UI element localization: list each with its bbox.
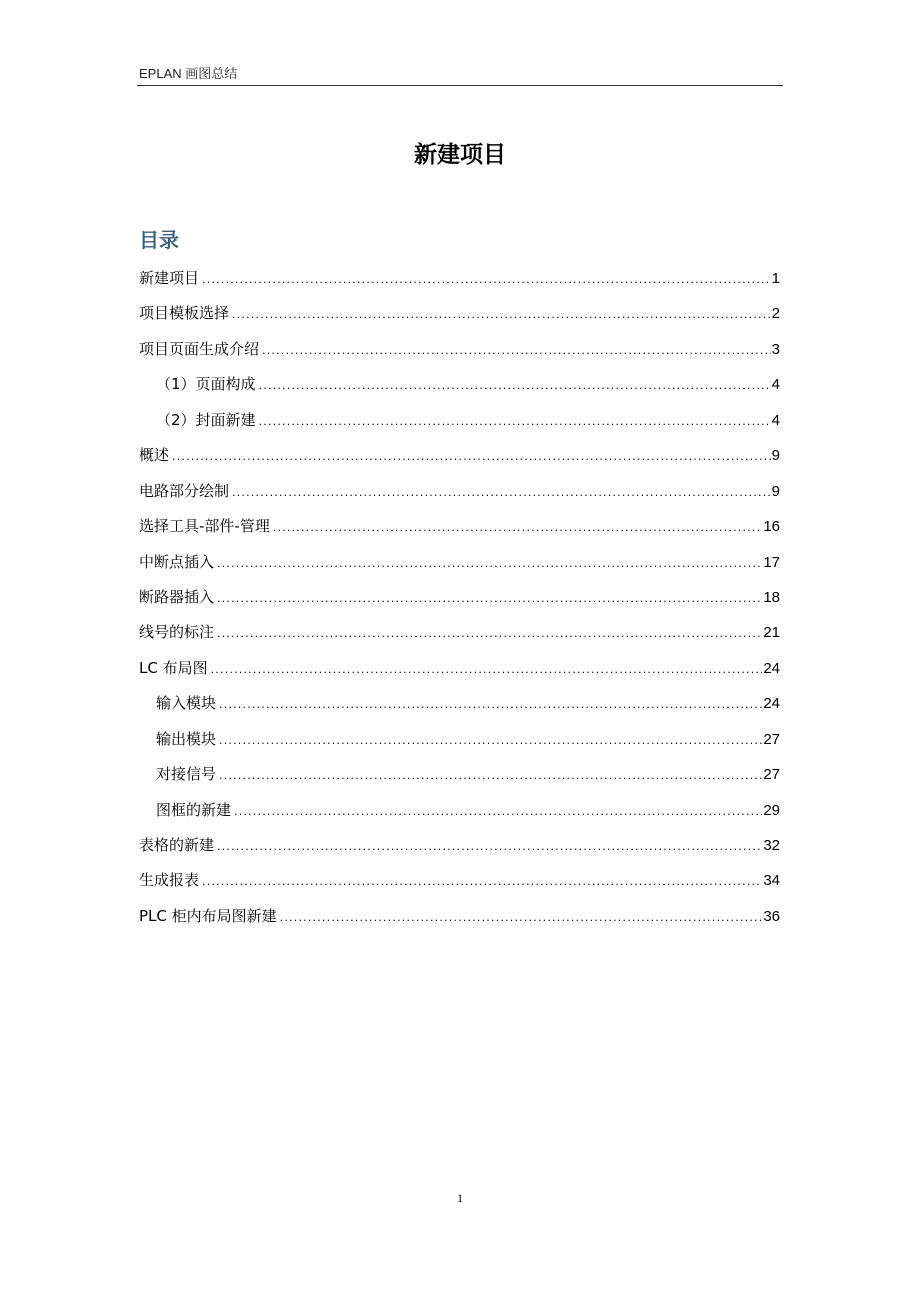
toc-entry[interactable]	[139, 511, 780, 546]
toc-entry-label: 断路器插入	[139, 587, 215, 606]
toc-dot-leader	[202, 265, 771, 295]
toc-entry[interactable]	[139, 830, 780, 865]
toc-entry-label: 中断点插入	[139, 552, 215, 571]
toc-entry-page: 18	[763, 588, 780, 606]
toc-dot-leader	[232, 478, 771, 508]
toc-entry-page: 24	[763, 695, 780, 713]
toc-subentry[interactable]	[139, 369, 780, 404]
toc-subentry[interactable]	[139, 405, 780, 440]
toc-entry-label: 表格的新建	[139, 836, 215, 854]
toc-dot-leader	[217, 619, 762, 649]
toc-heading: 目录	[139, 228, 179, 252]
toc-entry-page: 27	[763, 766, 780, 784]
toc-dot-leader	[217, 549, 762, 579]
toc-dot-leader	[217, 584, 762, 614]
toc-entry[interactable]	[139, 476, 780, 511]
toc-dot-leader	[259, 407, 771, 437]
toc-subentry[interactable]	[139, 795, 780, 830]
toc-entry-page: 34	[763, 872, 780, 890]
toc-entry-page: 24	[763, 659, 780, 677]
toc-dot-leader	[172, 442, 771, 472]
document-title: 新建项目	[414, 142, 506, 168]
toc-dot-leader	[219, 761, 762, 791]
toc-entry[interactable]	[139, 582, 780, 617]
running-header: EPLAN 画图总结	[139, 66, 238, 81]
toc-entry-label: 线号的标注	[139, 623, 215, 642]
toc-entry-label: 项目页面生成介绍	[139, 339, 260, 358]
toc-entry-label: LC 布局图	[139, 658, 208, 677]
toc-entry-page: 2	[771, 305, 780, 323]
toc-entry-page: 21	[763, 624, 780, 642]
header-divider	[137, 85, 783, 86]
toc-dot-leader	[273, 513, 762, 543]
page-number: 1	[457, 1191, 463, 1205]
toc-entry-page: 32	[763, 837, 780, 854]
toc-entry[interactable]	[139, 334, 780, 369]
toc-entry-label: 生成报表	[139, 871, 200, 890]
toc-entry-label: 选择工具-部件-管理	[139, 517, 270, 536]
toc-entry-label: PLC 柜内布局图新建	[139, 906, 277, 925]
toc-entry-page: 36	[763, 907, 780, 925]
toc-entry-page: 17	[763, 553, 780, 571]
toc-entry[interactable]	[139, 263, 780, 298]
toc-entry-page: 27	[763, 730, 780, 748]
toc-dot-leader	[234, 797, 762, 827]
toc-entry[interactable]	[139, 901, 780, 936]
toc-entry[interactable]	[139, 653, 780, 688]
toc-dot-leader	[202, 867, 762, 897]
toc-entry-label: （2）封面新建	[156, 410, 256, 429]
toc-subentry[interactable]	[139, 759, 780, 794]
toc-entry-page: 9	[771, 447, 780, 465]
toc-entry-label: 概述	[139, 446, 170, 465]
toc-dot-leader	[217, 832, 762, 862]
toc-dot-leader	[259, 371, 771, 401]
toc-entry-label: 图框的新建	[156, 800, 232, 819]
toc-entry[interactable]	[139, 298, 780, 333]
toc-entry-label: 输出模块	[156, 729, 217, 748]
toc-entry-page: 1	[771, 270, 780, 287]
toc-entry-label: （1）页面构成	[156, 375, 256, 394]
toc-entry-label: 输入模块	[156, 694, 217, 713]
toc-entry-label: 项目模板选择	[139, 304, 230, 323]
toc-entry[interactable]	[139, 440, 780, 475]
toc-dot-leader	[211, 655, 763, 685]
toc-dot-leader	[280, 903, 763, 933]
toc-entry-page: 16	[763, 518, 780, 536]
toc-entry-label: 电路部分绘制	[139, 481, 230, 500]
toc-dot-leader	[219, 690, 762, 720]
toc-entry-label: 对接信号	[156, 765, 217, 784]
toc-dot-leader	[232, 300, 771, 330]
toc-entry-page: 3	[771, 340, 780, 358]
toc-dot-leader	[262, 336, 771, 366]
toc-entry-page: 29	[763, 801, 780, 819]
toc-entry-label: 新建项目	[139, 269, 200, 287]
toc-entry-page: 4	[771, 376, 780, 394]
toc-entry-page: 4	[771, 411, 780, 429]
toc-entry[interactable]	[139, 865, 780, 900]
toc-subentry[interactable]	[139, 688, 780, 723]
toc-subentry[interactable]	[139, 724, 780, 759]
toc-entry[interactable]	[139, 547, 780, 582]
toc-entry-page: 9	[771, 482, 780, 500]
toc-dot-leader	[219, 726, 762, 756]
table-of-contents	[139, 263, 780, 936]
toc-entry[interactable]	[139, 617, 780, 652]
